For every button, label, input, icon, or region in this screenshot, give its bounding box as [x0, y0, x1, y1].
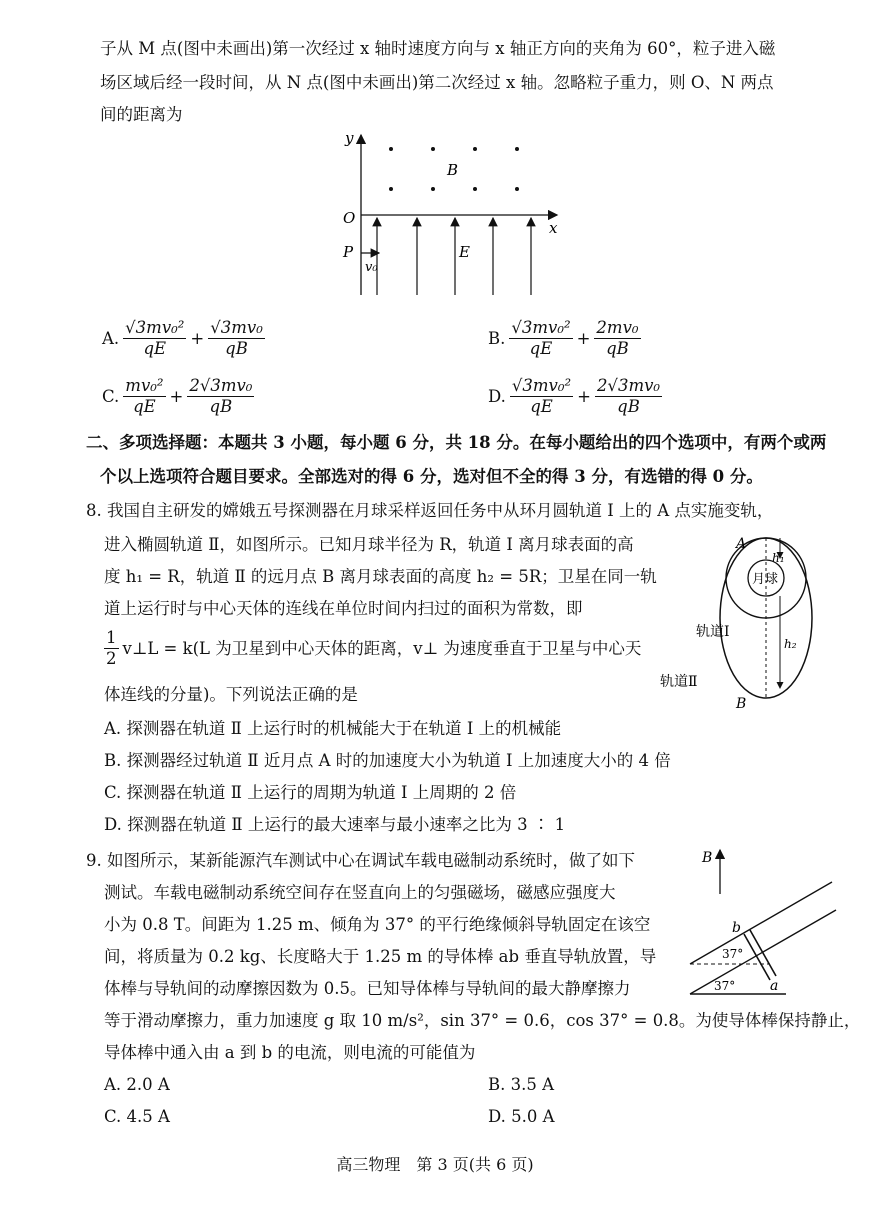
q7-option-c[interactable]: C. $\frac{\text{mv₀²}}{qE}$ + $\frac{\text{2√3mv₀}}{qB}$	[102, 376, 253, 416]
q7-v0-label: v₀	[365, 260, 378, 275]
q8-option-b[interactable]: B. 探测器经过轨道 Ⅱ 近月点 A 时的加速度大小为轨道 Ⅰ 上加速度大小的 4 倍	[104, 751, 671, 770]
q7-text-line2: 场区域后经一段时间，从 N 点(图中未画出)第二次经过 x 轴。忽略粒子重力，则 O、N 两点	[100, 73, 774, 92]
q8-stem-line3: 度 h₁ = R，轨道 Ⅱ 的远月点 B 离月球表面的高度 h₂ = 5R；卫星在同一轨	[104, 567, 657, 586]
q8-orbit2-label: 轨道Ⅱ	[660, 674, 698, 690]
q8-option-c[interactable]: C. 探测器在轨道 Ⅱ 上运行的周期为轨道 Ⅰ 上周期的 2 倍	[104, 783, 517, 802]
q9-angle2-label: 37°	[714, 979, 736, 993]
q7-e-field-lines	[377, 218, 531, 295]
q7-y-axis-label: y	[345, 129, 354, 147]
q7-b-field-label: B	[447, 161, 459, 179]
q8-orbit1-label: 轨道Ⅰ	[696, 624, 730, 640]
q7-field-diagram	[335, 125, 570, 300]
q9-incline-diagram	[686, 846, 846, 998]
q9-option-b[interactable]: B. 3.5 A	[488, 1075, 555, 1094]
q9-stem-line4: 间，将质量为 0.2 kg、长度略大于 1.25 m 的导体棒 ab 垂直导轨放置，导	[104, 947, 657, 966]
section2-heading-line2: 个以上选项符合题目要求。全部选对的得 6 分，选对但不全的得 3 分，有选错的得 0 分。	[100, 467, 763, 486]
q9-stem-line2: 测试。车载电磁制动系统空间存在竖直向上的匀强磁场，磁感应强度大	[104, 883, 616, 902]
section2-heading-line1: 二、多项选择题：本题共 3 小题，每小题 6 分，共 18 分。在每小题给出的四个选项中，有两个或两	[86, 433, 827, 452]
q9-option-a[interactable]: A. 2.0 A	[104, 1075, 170, 1094]
q9-option-d[interactable]: D. 5.0 A	[488, 1107, 555, 1126]
q9-point-b-label: b	[732, 920, 741, 936]
q7-text-line3: 间的距离为	[100, 105, 183, 124]
q8-stem-line4: 道上运行时与中心天体的连线在单位时间内扫过的面积为常数，即	[104, 599, 583, 618]
q9-angle1-label: 37°	[722, 947, 744, 961]
q9-stem-line5: 体棒与导轨间的动摩擦因数为 0.5。已知导体棒与导轨间的最大静摩擦力	[104, 979, 631, 998]
q7-option-a[interactable]: A. $\frac{\text{√3mv₀²}}{qE}$ + $\frac{\text{√3mv₀}}{qB}$	[102, 318, 263, 358]
q8-orbit-diagram	[650, 528, 840, 714]
q7-option-d[interactable]: D. $\frac{\text{√3mv₀²}}{qE}$ + $\frac{\text{2√3mv₀}}{qB}$	[488, 376, 661, 416]
page-footer: 高三物理 第 3 页(共 6 页)	[336, 1155, 534, 1174]
q9-stem-line6: 等于滑动摩擦力，重力加速度 g 取 10 m/s²，sin 37° = 0.6，cos 37° = 0.8。为使导体棒保持静止，	[104, 1011, 861, 1030]
q7-x-axis-label: x	[549, 219, 558, 237]
q7-point-p-label: P	[343, 243, 354, 261]
q8-moon-label: 月球	[752, 572, 779, 587]
q8-point-a-label: A	[736, 536, 747, 552]
q8-stem-line5: $\frac{1}{2}$ v⊥L = k(L 为卫星到中心天体的距离，v⊥ 为速度垂直于卫星与中心天	[106, 628, 642, 668]
q7-origin-label: O	[343, 209, 356, 227]
q9-stem-line1: 9. 如图所示，某新能源汽车测试中心在调试车载电磁制动系统时，做了如下	[86, 851, 635, 870]
q8-h2-label: h₂	[784, 637, 797, 651]
q7-option-b[interactable]: B. $\frac{\text{√3mv₀²}}{qE}$ + $\frac{\text{2mv₀}}{qB}$	[488, 318, 639, 358]
q9-point-a-label: a	[770, 978, 779, 994]
q9-stem-line7: 导体棒中通入由 a 到 b 的电流，则电流的可能值为	[104, 1043, 476, 1062]
q8-stem-line6: 体连线的分量)。下列说法正确的是	[104, 685, 358, 704]
q8-h1-label: h₁	[772, 551, 785, 565]
q8-stem-line1: 8. 我国自主研发的嫦娥五号探测器在月球采样返回任务中从环月圆轨道 Ⅰ 上的 A 点实施变轨，	[86, 501, 774, 520]
q9-stem-line3: 小为 0.8 T。间距为 1.25 m、倾角为 37° 的平行绝缘倾斜导轨固定在该空	[104, 915, 651, 934]
q8-option-a[interactable]: A. 探测器在轨道 Ⅱ 上运行时的机械能大于在轨道 Ⅰ 上的机械能	[104, 719, 562, 738]
q8-stem-line2: 进入椭圆轨道 Ⅱ，如图所示。已知月球半径为 R，轨道 Ⅰ 离月球表面的高	[104, 535, 634, 554]
q9-option-c[interactable]: C. 4.5 A	[104, 1107, 170, 1126]
q8-point-b-label: B	[736, 696, 747, 712]
q7-text-line1: 子从 M 点(图中未画出)第一次经过 x 轴时速度方向与 x 轴正方向的夹角为 60°，粒子进入磁	[100, 39, 776, 58]
q9-b-field-label: B	[702, 850, 713, 866]
q8-option-d[interactable]: D. 探测器在轨道 Ⅱ 上运行的最大速率与最小速率之比为 3 ∶ 1	[104, 815, 566, 834]
q7-e-field-label: E	[459, 243, 470, 261]
